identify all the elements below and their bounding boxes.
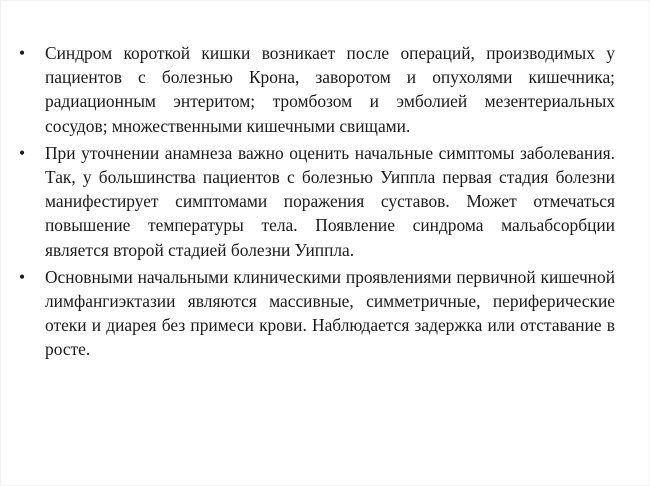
bullet-icon: • xyxy=(19,142,26,163)
bullet-text: Основными начальными клиническими проявлениями первичной кишечной лимфангиэктазии являются массивные, симметричные, периферические отеки и диарея без примеси крови. Наблюдается задержка или отставание в росте. xyxy=(45,266,615,360)
bullet-icon: • xyxy=(19,43,26,63)
bullet-item-1 xyxy=(19,41,615,138)
bullet-text: При уточнении анамнеза важно оценить начальные симптомы заболевания. Так, у большинства пациентов с болезнью Уиппла первая стадия болезни манифестирует симптомами поражения суставов. Может отмечаться повышение температуры тела. Появление синдрома мальабсорбции является второй стадией болезни Уиппла. xyxy=(45,142,615,260)
bullet-icon: • xyxy=(19,266,26,287)
bullet-list xyxy=(19,41,615,365)
bullet-text: Синдром короткой кишки возникает после операций, производимых у пациентов с болезнью Крона, заворотом и опухолями кишечника; радиационным энтеритом; тромбозом и эмболией мезентериальных сосудов; множественными кишечными свищами. xyxy=(45,43,615,136)
bullet-item-3 xyxy=(19,265,615,362)
bullet-item-2 xyxy=(19,141,615,262)
